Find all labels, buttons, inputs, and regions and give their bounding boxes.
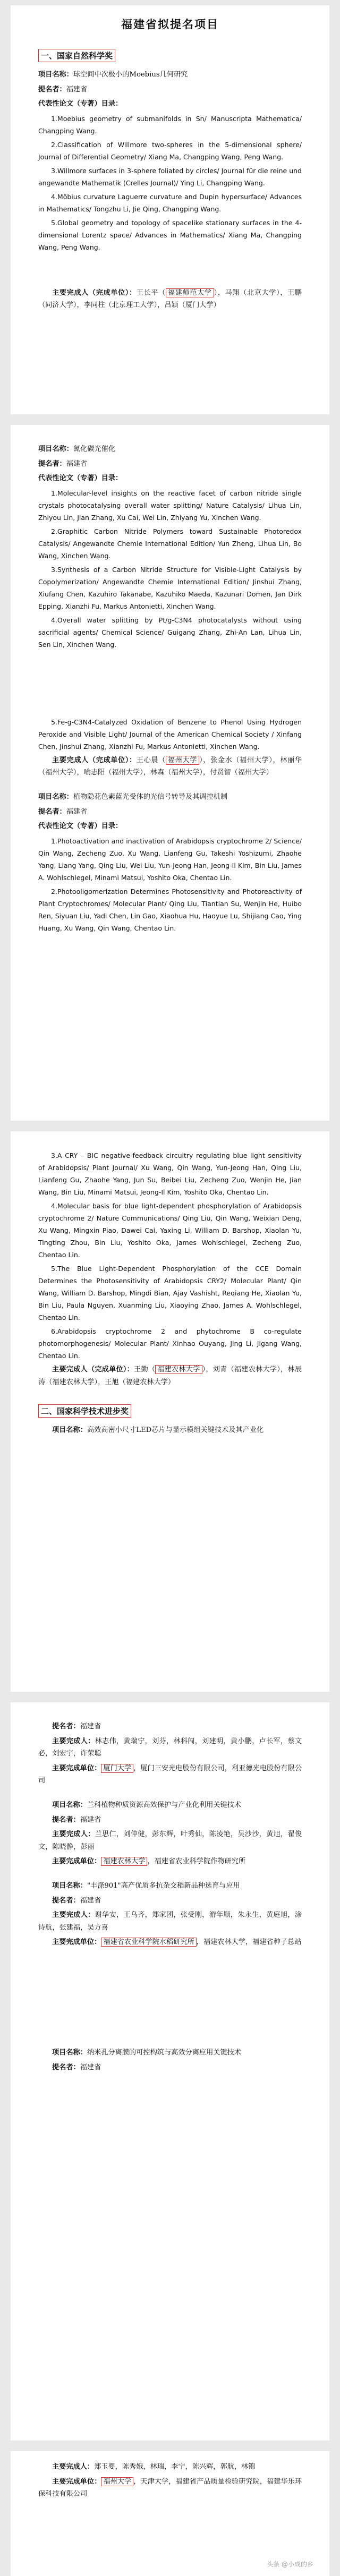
project-4-highlight-unit: 厦门大学 (101, 1764, 133, 1773)
project-1-persons-post: ），马翔（北京大学），王鹏（同济大学），李同柱（北京理工大学），吕颖（厦门大学） (38, 288, 302, 310)
project-2-paper: 5.Fe-g-C3N4-Catalyzed Oxidation of Benzene to Phenol Using Hydrogen Peroxide and Visible Light/ Journal of the American Chemical Society / Xinfang Chen, Jinshui Zhang, Xianzhi Fu, Markus Antonietti, Xinchen Wang. (38, 718, 302, 750)
label-main-units: 主要完成单位： (52, 2477, 101, 2486)
project-1-persons-pre: 王长平（ (136, 288, 166, 297)
label-main-persons: 主要完成人： (52, 2463, 95, 2471)
project-1-nominator: 福建省 (66, 85, 88, 93)
label-nominator: 提名者： (38, 85, 66, 93)
page-2 (11, 425, 329, 1121)
label-project-name: 项目名称： (52, 1801, 87, 1809)
label-papers: 代表性论文（专著）目录： (38, 474, 123, 483)
label-main-units: 主要完成单位： (52, 1764, 101, 1772)
project-3-paper: 5.The Blue Light-Dependent Phosphorylation of the CCE Domain Determines the Photosensitivity of Arabidopsis CRY2/ Molecular Plant/ Qin Wang, William D. Barshop, Mingdi Bian, Ajay Vashisht, Reqiang He, Xiaolan Yu, Bin Liu, Paula Nguyen, Xuanming Liu, Xiaoying Zhao, James A. Wohlschlegel, Chentao Lin. (38, 1265, 302, 1321)
label-project-name: 项目名称： (38, 445, 73, 453)
label-nominator: 提名者： (38, 459, 66, 468)
project-6-nominator: 福建省 (80, 1896, 101, 1905)
project-4-persons: 林志伟，黄瑞宁，刘芬，林科闯，刘建明，黄小鹏，卢长军，蔡文必，刘宏宇，许荣聪 (38, 1737, 302, 1758)
project-2-name: 氮化碳光催化 (73, 445, 116, 453)
project-3-paper: 3.A CRY – BIC negative-feedback circuitry regulating blue light sensitivity of Arabidopsis/ Plant Journal/ Xu Wang, Qin Wang, Yun-Jeong Han, Qing Liu, Lianfeng Gu, Zhaohe Yang, Jun Su, Beibei Liu, Zecheng Zuo, Wenjin He, Jian Wang, Bin Liu, Minami Matsui, Jeong-Il Kim, Yoshito Oka, Chentao Lin. (38, 1151, 302, 1196)
label-papers: 代表性论文（专著）目录： (38, 100, 123, 108)
label-main-persons: 主要完成人： (52, 1737, 95, 1745)
project-6-persons: 谢华安，王乌齐，郑家团，张受刚，游年顺，朱永生，黄庭旭，涂诗航，张建福，吴方喜 (38, 1911, 302, 1932)
project-1-paper: 1.Moebius geometry of submanifolds in Sn/ Manuscripta Mathematica/ Changping Wang. (38, 114, 302, 135)
project-7-persons: 郑玉婴，陈秀娥，林瑞，李宁，陈兴辉，郭航，林锦 (94, 2463, 256, 2471)
page-5 (11, 2451, 329, 2576)
project-2-highlight-unit: 福州大学 (166, 756, 199, 765)
project-3-paper: 4.Molecular basis for blue light-dependent phosphorylation of Arabidopsis cryptochrome 2/ Nature Communications/ Qing Liu, Qin Wang, Weixian Deng, Xu Wang, Mingxin Piao, Dawei Cai, Yaxing Li, William D. Barshop, Xiaolan Yu, Tingting Zhou, Bin Liu, Yoshito Oka, James Wohlschlegel, Zecheng Zuo, Chentao Lin. (38, 1202, 302, 1259)
project-2-paper: 2.Graphitic Carbon Nitride Polymers toward Sustainable Photoredox Catalysis/ Angewandte Chemie International Edition/ Yun Zheng, Lihua Lin, Bo Wang, Xinchen Wang. (38, 527, 302, 560)
project-2-paper: 1.Molecular-level insights on the reactive facet of carbon nitride single crystals photocatalysing overall water splitting/ Nature Catalysis/ Lihua Lin, Zhiyou Lin, Jian Zhang, Xu Cai, Wei Lin, Zhiyang Yu, Xinchen Wang. (38, 489, 302, 522)
section-natural-science-award: 一、国家自然科学奖 (38, 49, 115, 62)
project-7-highlight-unit: 福州大学 (101, 2477, 133, 2486)
project-1-paper: 5.Global geometry and topology of spacelike stationary surfaces in the 4-dimensional Lorentz space/ Advances in Mathematics/ Xiang Ma, Changping Wang, Peng Wang. (38, 218, 302, 251)
page-1 (11, 5, 329, 414)
label-personnel: 主要完成人（完成单位）： (52, 288, 137, 297)
project-4-nominator: 福建省 (80, 1722, 101, 1730)
project-7-units-post: ，天津大学，福建省产品质量检验研究院，福建华乐环保科技有限公司 (38, 2477, 302, 2498)
project-3-persons-post: ），刘青（福建农林大学），林辰涛（福建农林大学），王旭（福建农林大学） (38, 1366, 302, 1386)
project-5-nominator: 福建省 (80, 1815, 101, 1824)
label-main-persons: 主要完成人： (52, 1911, 95, 1920)
project-1-paper: 2.Classification of Willmore two-spheres in the 5-dimensional sphere/ Journal of Differential Geometry/ Xiang Ma, Changping Wang, Peng Wang. (38, 140, 302, 161)
project-3-name: 植物隐花色素蓝光受体的光信号转导及其调控机制 (73, 792, 228, 801)
project-5-name: 兰科植物种质资源高效保护与产业化利用关键技术 (87, 1801, 242, 1809)
project-4-name: 高效高密小尺寸LED芯片与显示模组关键技术及其产业化 (87, 1426, 264, 1435)
project-1-paper: 4.Möbius curvature Laguerre curvature and Dupin hypersurface/ Advances in Mathematics/ Tongzhu Li, Jie Qing, Changping Wang. (38, 192, 302, 213)
project-3-paper: 1.Photoactivation and inactivation of Arabidopsis cryptochrome 2/ Science/ Qin Wang, Zecheng Zuo, Xu Wang, Lianfeng Gu, Takeshi Yoshizumi, Zhaohe Yang, Liang Yang, Qing Liu, Wei Liu, Yun-Jeong Han, Jeong-Il Kim, Bin Liu, James A. Wohlschlegel, Minami Matsui, Yoshito Oka, Chentao Lin. (38, 837, 302, 882)
label-papers: 代表性论文（专著）目录： (38, 822, 123, 831)
project-1-paper: 3.Willmore surfaces in 3-sphere foliated by circles/ Journal für die reine und angewandte Mathematik (Crelles Journal)/ Ying Li, Changping Wang. (38, 166, 302, 187)
label-nominator: 提名者： (52, 2063, 80, 2071)
project-6-name: "丰涤901"高产优质多抗杂交稻新品种选育与应用 (87, 1881, 240, 1890)
label-main-units: 主要完成单位： (52, 1938, 101, 1947)
label-main-persons: 主要完成人： (52, 1830, 95, 1839)
label-personnel: 主要完成人（完成单位）： (52, 756, 137, 764)
project-2-paper: 3.Synthesis of a Carbon Nitride Structure for Visible-Light Catalysis by Copolymerization/ Angewandte Chemie International Edition/ Jinshui Zhang, Xiufang Chen, Kazuhiro Takanabe, Kazuhiko Maeda, Kazunari Domen, Jan Dirk Epping, Xianzhi Fu, Markus Antonietti, Xinchen Wang. (38, 565, 302, 610)
section-sci-tech-progress-award: 二、国家科学技术进步奖 (38, 1404, 131, 1418)
project-5-highlight-unit: 福建农林大学 (101, 1857, 147, 1866)
label-main-units: 主要完成单位： (52, 1857, 101, 1866)
label-personnel: 主要完成人（完成单位）： (52, 1366, 134, 1374)
project-2-paper: 4.Overall water splitting by Pt/g-C3N4 photocatalysts without using sacrificial agents/ Chemical Science/ Guigang Zhang, Zhi-An Lan, Lihua Lin, Sen Lin, Xinchen Wang. (38, 616, 302, 649)
page-3 (11, 1131, 329, 1692)
project-5-units-post: ，福建省农业科学院作物研究所 (147, 1857, 246, 1866)
label-project-name: 项目名称： (38, 792, 73, 801)
project-1-name: 球空间中次极小的Moebius几何研究 (73, 71, 188, 79)
project-6-highlight-unit: 福建省农业科学院水稻研究所 (101, 1938, 196, 1947)
project-3-paper: 6.Arabidopsis cryptochrome 2 and phytochrome B co-regulate photomorphogenesis/ Molecular Plant/ Xinhao Ouyang, Jing Li, Jigang Wang, Chentao Lin. (38, 1327, 302, 1360)
document-title: 福建省拟提名项目 (121, 18, 219, 31)
project-7-nominator: 福建省 (80, 2063, 101, 2071)
label-nominator: 提名者： (52, 1896, 80, 1905)
label-nominator: 提名者： (52, 1722, 80, 1730)
label-project-name: 项目名称： (38, 71, 73, 79)
label-nominator: 提名者： (38, 807, 66, 816)
label-project-name: 项目名称： (52, 2048, 87, 2057)
watermark-text: 头条 @小成的乡 (267, 2561, 313, 2568)
label-project-name: 项目名称： (52, 1426, 87, 1435)
project-7-name: 纳米孔分离膜的可控构筑与高效分离应用关键技术 (87, 2048, 242, 2057)
project-3-paper: 2.Photooligomerization Determines Photosensitivity and Photoreactivity of Plant Cryptochromes/ Molecular Plant/ Qing Liu, Tiantian Su, Wenjin He, Huibo Ren, Siyuan Liu, Yadi Chen, Lin Gao, Xiaohua Hu, Haoyue Lu, Shijiang Cao, Ying Huang, Xu Wang, Qin Wang, Chentao Lin. (38, 887, 302, 932)
project-3-highlight-unit: 福建农林大学 (155, 1365, 202, 1374)
project-5-persons: 兰思仁，刘仲健，彭东辉，叶秀仙，陈凌艳，吴沙沙，黄旭，翟俊文，陈晓静，彭丽 (38, 1830, 302, 1851)
project-3-nominator: 福建省 (66, 807, 88, 816)
project-6-units-post: ，福建农林大学，福建省种子总站 (196, 1938, 302, 1947)
label-project-name: 项目名称： (52, 1881, 87, 1890)
project-4-units-post: ，厦门三安光电股份有限公司，利亚德光电股份有限公司 (38, 1764, 302, 1785)
project-3-persons-pre: 王勤（ (134, 1366, 156, 1374)
project-2-nominator: 福建省 (66, 459, 88, 468)
project-1-highlight-unit: 福建师范大学 (166, 288, 214, 297)
project-2-persons-post: ），张金水（福州大学），林丽华（福州大学），喻志阳（福州大学），林森（福州大学），付贤智（福州大学） (38, 756, 302, 777)
project-2-persons-pre: 王心晨（ (136, 756, 166, 764)
page-4 (11, 1702, 329, 2441)
label-nominator: 提名者： (52, 1815, 80, 1824)
